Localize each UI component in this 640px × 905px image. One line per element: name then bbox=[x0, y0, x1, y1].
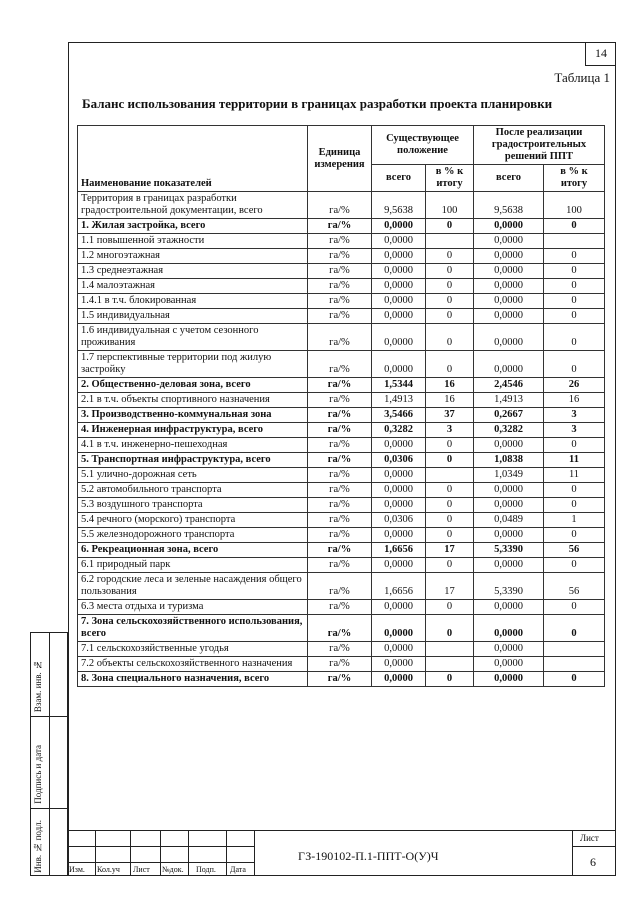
row-existing-percent: 0 bbox=[426, 513, 474, 528]
page-number: 14 bbox=[585, 42, 616, 66]
table-row bbox=[78, 558, 605, 573]
row-existing-total: 1,5344 bbox=[372, 378, 426, 393]
row-name: 1.2 многоэтажная bbox=[78, 249, 308, 264]
row-name: 1.1 повышенной этажности bbox=[78, 234, 308, 249]
row-after-total: 0,2667 bbox=[474, 408, 544, 423]
stamp-label-koluch: Кол.уч bbox=[97, 865, 120, 874]
row-existing-percent: 0 bbox=[426, 438, 474, 453]
row-after-total: 0,0000 bbox=[474, 483, 544, 498]
row-name: 2.1 в т.ч. объекты спортивного назначения bbox=[78, 393, 308, 408]
row-existing-percent: 0 bbox=[426, 453, 474, 468]
row-existing-percent: 100 bbox=[426, 192, 474, 219]
row-after-total: 2,4546 bbox=[474, 378, 544, 393]
table-row bbox=[78, 642, 605, 657]
row-after-percent bbox=[544, 642, 605, 657]
row-existing-total: 0,0306 bbox=[372, 453, 426, 468]
stamp-col-line bbox=[95, 831, 96, 876]
row-name: 4.1 в т.ч. инженерно-пешеходная bbox=[78, 438, 308, 453]
row-name: 5.2 автомобильного транспорта bbox=[78, 483, 308, 498]
table-row bbox=[78, 324, 605, 351]
row-after-percent: 11 bbox=[544, 453, 605, 468]
row-after-percent: 0 bbox=[544, 600, 605, 615]
row-after-total: 0,0000 bbox=[474, 528, 544, 543]
row-name: 1. Жилая застройка, всего bbox=[78, 219, 308, 234]
row-existing-total: 9,5638 bbox=[372, 192, 426, 219]
row-name: 5. Транспортная инфраструктура, всего bbox=[78, 453, 308, 468]
inv-original-label: Инв. № подл. bbox=[33, 820, 43, 873]
table-row bbox=[78, 528, 605, 543]
table-row bbox=[78, 393, 605, 408]
table-row bbox=[78, 498, 605, 513]
table-row bbox=[78, 279, 605, 294]
table-row bbox=[78, 351, 605, 378]
title-block bbox=[68, 830, 616, 876]
row-existing-total: 0,0000 bbox=[372, 600, 426, 615]
row-unit: га/% bbox=[308, 498, 372, 513]
row-unit: га/% bbox=[308, 408, 372, 423]
inv-replace-label: Взам. инв. № bbox=[33, 659, 43, 712]
row-after-total: 0,0000 bbox=[474, 558, 544, 573]
row-existing-total: 1,6656 bbox=[372, 573, 426, 600]
row-after-percent: 0 bbox=[544, 264, 605, 279]
row-after-total: 0,0000 bbox=[474, 324, 544, 351]
row-existing-percent: 17 bbox=[426, 573, 474, 600]
row-unit: га/% bbox=[308, 468, 372, 483]
row-existing-percent: 37 bbox=[426, 408, 474, 423]
header-existing: Существующее положение bbox=[372, 126, 474, 165]
row-after-percent: 16 bbox=[544, 393, 605, 408]
table-row bbox=[78, 483, 605, 498]
row-name: 5.4 речного (морского) транспорта bbox=[78, 513, 308, 528]
row-unit: га/% bbox=[308, 483, 372, 498]
table-row bbox=[78, 672, 605, 687]
stamp-col-line bbox=[130, 831, 131, 876]
row-existing-percent bbox=[426, 642, 474, 657]
row-after-total: 9,5638 bbox=[474, 192, 544, 219]
row-existing-percent: 0 bbox=[426, 615, 474, 642]
row-existing-percent bbox=[426, 468, 474, 483]
row-existing-percent: 0 bbox=[426, 600, 474, 615]
row-existing-percent: 0 bbox=[426, 528, 474, 543]
row-after-total: 0,0489 bbox=[474, 513, 544, 528]
row-name: 5.3 воздушного транспорта bbox=[78, 498, 308, 513]
table-label: Таблица 1 bbox=[554, 70, 610, 85]
row-after-percent bbox=[544, 234, 605, 249]
header-after-percent: в % к итогу bbox=[544, 165, 605, 192]
row-after-percent: 0 bbox=[544, 672, 605, 687]
row-unit: га/% bbox=[308, 219, 372, 234]
row-unit: га/% bbox=[308, 294, 372, 309]
row-unit: га/% bbox=[308, 600, 372, 615]
row-after-total: 0,0000 bbox=[474, 279, 544, 294]
row-unit: га/% bbox=[308, 558, 372, 573]
row-after-total: 0,0000 bbox=[474, 642, 544, 657]
row-after-percent: 3 bbox=[544, 423, 605, 438]
side-cell-inv-replace bbox=[31, 633, 69, 717]
row-unit: га/% bbox=[308, 378, 372, 393]
row-after-percent: 0 bbox=[544, 483, 605, 498]
row-existing-total: 0,0000 bbox=[372, 351, 426, 378]
row-name: 6.3 места отдыха и туризма bbox=[78, 600, 308, 615]
row-existing-total: 0,3282 bbox=[372, 423, 426, 438]
row-unit: га/% bbox=[308, 438, 372, 453]
row-after-percent bbox=[544, 657, 605, 672]
row-existing-total: 0,0000 bbox=[372, 498, 426, 513]
row-after-percent: 0 bbox=[544, 351, 605, 378]
header-unit: Единица измерения bbox=[308, 126, 372, 192]
stamp-col-line bbox=[188, 831, 189, 876]
row-existing-total: 1,4913 bbox=[372, 393, 426, 408]
row-existing-total: 0,0000 bbox=[372, 528, 426, 543]
stamp-col-line bbox=[160, 831, 161, 876]
row-existing-percent: 3 bbox=[426, 423, 474, 438]
row-existing-percent: 0 bbox=[426, 498, 474, 513]
header-after: После реализации градостроительных решений ППТ bbox=[474, 126, 605, 165]
row-name: 5.5 железнодорожного транспорта bbox=[78, 528, 308, 543]
row-unit: га/% bbox=[308, 672, 372, 687]
table-row bbox=[78, 192, 605, 219]
sheet-label: Лист bbox=[580, 833, 599, 843]
row-after-total: 0,3282 bbox=[474, 423, 544, 438]
row-after-total: 5,3390 bbox=[474, 573, 544, 600]
row-unit: га/% bbox=[308, 573, 372, 600]
row-after-total: 0,0000 bbox=[474, 498, 544, 513]
row-existing-total: 0,0000 bbox=[372, 615, 426, 642]
row-existing-percent: 0 bbox=[426, 264, 474, 279]
row-after-percent: 1 bbox=[544, 513, 605, 528]
row-name: 1.5 индивидуальная bbox=[78, 309, 308, 324]
stamp-col-line bbox=[572, 831, 573, 876]
row-name: 5.1 улично-дорожная сеть bbox=[78, 468, 308, 483]
row-unit: га/% bbox=[308, 543, 372, 558]
row-name: 7.1 сельскохозяйственные угодья bbox=[78, 642, 308, 657]
row-name: 7.2 объекты сельскохозяйственного назначения bbox=[78, 657, 308, 672]
stamp-label-ndoc: №док. bbox=[162, 865, 184, 874]
row-after-percent: 26 bbox=[544, 378, 605, 393]
row-name: 2. Общественно-деловая зона, всего bbox=[78, 378, 308, 393]
row-unit: га/% bbox=[308, 324, 372, 351]
row-name: 7. Зона сельскохозяйственного использования, всего bbox=[78, 615, 308, 642]
row-existing-total: 0,0000 bbox=[372, 558, 426, 573]
row-unit: га/% bbox=[308, 615, 372, 642]
row-existing-percent: 16 bbox=[426, 378, 474, 393]
row-existing-percent: 16 bbox=[426, 393, 474, 408]
table-row bbox=[78, 408, 605, 423]
stamp-col-line bbox=[254, 831, 255, 876]
row-existing-total: 0,0306 bbox=[372, 513, 426, 528]
row-existing-percent: 0 bbox=[426, 219, 474, 234]
row-existing-percent: 0 bbox=[426, 483, 474, 498]
row-existing-percent: 0 bbox=[426, 294, 474, 309]
stamp-label-list: Лист bbox=[133, 865, 150, 874]
row-unit: га/% bbox=[308, 249, 372, 264]
row-after-total: 0,0000 bbox=[474, 309, 544, 324]
row-unit: га/% bbox=[308, 264, 372, 279]
row-after-total: 0,0000 bbox=[474, 234, 544, 249]
document-code: ГЗ-190102-П.1-ППТ-О(У)Ч bbox=[298, 849, 439, 863]
row-existing-percent: 17 bbox=[426, 543, 474, 558]
row-existing-total: 0,0000 bbox=[372, 264, 426, 279]
table-row bbox=[78, 294, 605, 309]
row-existing-total: 3,5466 bbox=[372, 408, 426, 423]
row-unit: га/% bbox=[308, 192, 372, 219]
row-existing-percent: 0 bbox=[426, 249, 474, 264]
row-after-total: 0,0000 bbox=[474, 438, 544, 453]
row-after-percent: 56 bbox=[544, 543, 605, 558]
row-name: 6.1 природный парк bbox=[78, 558, 308, 573]
table-row bbox=[78, 378, 605, 393]
row-existing-total: 0,0000 bbox=[372, 672, 426, 687]
row-unit: га/% bbox=[308, 513, 372, 528]
table-row bbox=[78, 219, 605, 234]
header-existing-total: всего bbox=[372, 165, 426, 192]
row-existing-total: 0,0000 bbox=[372, 438, 426, 453]
row-after-percent: 0 bbox=[544, 249, 605, 264]
stamp-col-line bbox=[226, 831, 227, 876]
side-stamp bbox=[30, 632, 68, 876]
row-name: 6. Рекреационная зона, всего bbox=[78, 543, 308, 558]
row-existing-percent: 0 bbox=[426, 351, 474, 378]
row-after-percent: 11 bbox=[544, 468, 605, 483]
row-after-total: 0,0000 bbox=[474, 351, 544, 378]
table-row bbox=[78, 573, 605, 600]
table-row bbox=[78, 657, 605, 672]
row-after-total: 0,0000 bbox=[474, 672, 544, 687]
table-row bbox=[78, 453, 605, 468]
row-existing-total: 0,0000 bbox=[372, 324, 426, 351]
row-after-percent: 0 bbox=[544, 498, 605, 513]
side-cell-signature bbox=[31, 717, 69, 809]
row-after-total: 0,0000 bbox=[474, 264, 544, 279]
row-unit: га/% bbox=[308, 423, 372, 438]
row-unit: га/% bbox=[308, 309, 372, 324]
row-after-total: 1,0349 bbox=[474, 468, 544, 483]
row-existing-total: 0,0000 bbox=[372, 219, 426, 234]
row-existing-percent: 0 bbox=[426, 279, 474, 294]
row-after-total: 0,0000 bbox=[474, 249, 544, 264]
stamp-sheet-line bbox=[572, 846, 616, 847]
row-name: 1.3 среднеэтажная bbox=[78, 264, 308, 279]
table-row bbox=[78, 423, 605, 438]
stamp-label-podp: Подп. bbox=[196, 865, 216, 874]
row-after-percent: 0 bbox=[544, 438, 605, 453]
table-row bbox=[78, 615, 605, 642]
row-name: 8. Зона специального назначения, всего bbox=[78, 672, 308, 687]
row-existing-percent bbox=[426, 234, 474, 249]
row-after-percent: 100 bbox=[544, 192, 605, 219]
row-existing-total: 0,0000 bbox=[372, 309, 426, 324]
row-after-total: 1,4913 bbox=[474, 393, 544, 408]
balance-table bbox=[77, 125, 605, 687]
row-after-percent: 0 bbox=[544, 324, 605, 351]
table-row bbox=[78, 438, 605, 453]
sheet-number: 6 bbox=[590, 855, 596, 869]
row-after-percent: 3 bbox=[544, 408, 605, 423]
row-existing-total: 0,0000 bbox=[372, 642, 426, 657]
row-name: Территория в границах разработки градостроительной документации, всего bbox=[78, 192, 308, 219]
table-row bbox=[78, 468, 605, 483]
row-after-percent: 56 bbox=[544, 573, 605, 600]
row-after-percent: 0 bbox=[544, 279, 605, 294]
row-after-total: 0,0000 bbox=[474, 657, 544, 672]
table-row bbox=[78, 234, 605, 249]
row-name: 1.6 индивидуальная с учетом сезонного проживания bbox=[78, 324, 308, 351]
row-unit: га/% bbox=[308, 657, 372, 672]
row-existing-total: 0,0000 bbox=[372, 468, 426, 483]
row-unit: га/% bbox=[308, 453, 372, 468]
table-row bbox=[78, 249, 605, 264]
row-after-total: 0,0000 bbox=[474, 294, 544, 309]
table-body bbox=[78, 192, 605, 687]
stamp-label-data: Дата bbox=[230, 865, 246, 874]
row-after-total: 0,0000 bbox=[474, 219, 544, 234]
row-name: 3. Производственно-коммунальная зона bbox=[78, 408, 308, 423]
row-after-percent: 0 bbox=[544, 294, 605, 309]
row-existing-total: 0,0000 bbox=[372, 483, 426, 498]
row-after-percent: 0 bbox=[544, 528, 605, 543]
row-existing-percent: 0 bbox=[426, 558, 474, 573]
row-existing-total: 0,0000 bbox=[372, 294, 426, 309]
row-after-percent: 0 bbox=[544, 558, 605, 573]
row-after-percent: 0 bbox=[544, 219, 605, 234]
row-name: 1.4 малоэтажная bbox=[78, 279, 308, 294]
row-after-total: 0,0000 bbox=[474, 600, 544, 615]
header-name: Наименование показателей bbox=[78, 126, 308, 192]
row-existing-percent: 0 bbox=[426, 672, 474, 687]
table-row bbox=[78, 600, 605, 615]
row-unit: га/% bbox=[308, 528, 372, 543]
table-row bbox=[78, 513, 605, 528]
header-after-total: всего bbox=[474, 165, 544, 192]
row-unit: га/% bbox=[308, 279, 372, 294]
row-after-total: 1,0838 bbox=[474, 453, 544, 468]
row-existing-total: 0,0000 bbox=[372, 657, 426, 672]
row-after-percent: 0 bbox=[544, 615, 605, 642]
row-unit: га/% bbox=[308, 393, 372, 408]
table-row bbox=[78, 264, 605, 279]
row-existing-percent: 0 bbox=[426, 324, 474, 351]
row-existing-percent: 0 bbox=[426, 309, 474, 324]
row-name: 4. Инженерная инфраструктура, всего bbox=[78, 423, 308, 438]
row-unit: га/% bbox=[308, 642, 372, 657]
row-existing-total: 0,0000 bbox=[372, 234, 426, 249]
row-name: 1.4.1 в т.ч. блокированная bbox=[78, 294, 308, 309]
row-existing-total: 0,0000 bbox=[372, 279, 426, 294]
side-cell-inv-original bbox=[31, 809, 69, 877]
row-after-percent: 0 bbox=[544, 309, 605, 324]
signature-date-label: Подпись и дата bbox=[33, 745, 43, 804]
header-existing-percent: в % к итогу bbox=[426, 165, 474, 192]
row-name: 6.2 городские леса и зеленые насаждения общего пользования bbox=[78, 573, 308, 600]
row-existing-total: 0,0000 bbox=[372, 249, 426, 264]
row-after-total: 5,3390 bbox=[474, 543, 544, 558]
stamp-label-izm: Изм. bbox=[69, 865, 85, 874]
table-row bbox=[78, 309, 605, 324]
row-after-total: 0,0000 bbox=[474, 615, 544, 642]
document-title: Баланс использования территории в границах разработки проекта планировки bbox=[82, 96, 553, 111]
row-existing-percent bbox=[426, 657, 474, 672]
table-row bbox=[78, 543, 605, 558]
row-unit: га/% bbox=[308, 234, 372, 249]
row-name: 1.7 перспективные территории под жилую застройку bbox=[78, 351, 308, 378]
row-unit: га/% bbox=[308, 351, 372, 378]
row-existing-total: 1,6656 bbox=[372, 543, 426, 558]
